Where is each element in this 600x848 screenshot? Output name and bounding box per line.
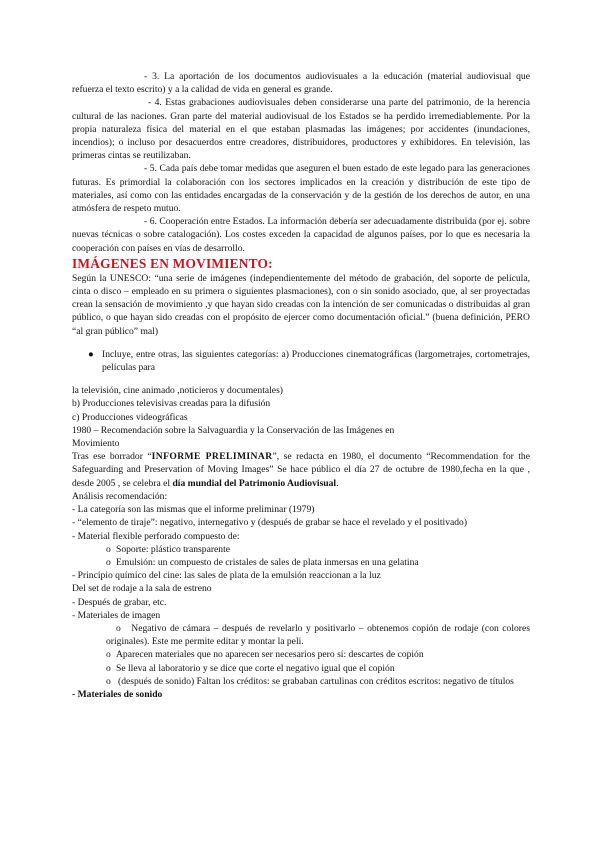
sub-item-text: o Negativo de cámara – después de revelarlo y positivarlo – obtenemos copión de rodaje (con colores originales). Este me permite editar y montar la peli.: [106, 622, 530, 648]
sub-item-text: Soporte: plástico transparente: [116, 543, 231, 555]
circle-bullet-icon: o: [116, 622, 121, 634]
section-heading: IMÁGENES EN MOVIMIENTO:: [72, 255, 273, 271]
list-item: [72, 348, 530, 374]
document-page: [72, 70, 530, 701]
categories-intro: Incluye, entre otras, las siguientes categorías: a) Producciones cinematográficas (largometrajes, cortometrajes, películas para: [102, 348, 530, 374]
list-item: [72, 675, 530, 688]
list-item: [72, 622, 530, 648]
informe-bold-day: día mundial del Patrimonio Audiovisual: [172, 477, 337, 489]
sub-item-text: Se lleva al laboratorio y se dice que corte el negativo igual que el copión: [116, 662, 395, 674]
category-b: b) Producciones televisivas creadas para la difusión: [72, 398, 271, 410]
informe-paragraph: [72, 450, 530, 490]
paragraph-point-3: - 3. La aportación de los documentos audiovisuales a la educación (material audiovisual que refuerza el texto escrito) y a la calidad de vida en general es grande.: [72, 71, 530, 96]
unesco-definition: Según la UNESCO: “una serie de imágenes (independientemente del método de grabación, del soporte de película, cinta o disco – empleado en su primera o siguientes plasmaciones), con o sin sonido asociado, que, al ser proyectadas crean la sensación de movimiento ,y que hayan sido creadas con la intención de ser comunicadas o distribuidas al gran público, o que hayan sido creadas con el propósito de ejercer como documentación oficial.” (buena definición, PERO “al gran público” mal): [72, 272, 530, 337]
list-item: [72, 543, 530, 556]
sub-item-text: o (después de sonido) Faltan los créditos: se grababan cartulinas con créditos escritos: negativo de títulos: [106, 675, 514, 687]
tail-item: Del set de rodaje a la sala de estreno: [72, 583, 212, 595]
circle-bullet-icon: o: [106, 543, 111, 555]
category-a-continued: la televisión, cine animado ,noticieros y documentales): [72, 385, 283, 397]
recommendation-title: 1980 – Recomendación sobre la Salvaguardia y la Conservación de las Imágenes en Movimiento: [72, 424, 395, 450]
list-item: [72, 556, 530, 569]
analysis-heading: Análisis recomendación:: [72, 490, 168, 502]
sub-item-text: Emulsión: un compuesto de cristales de sales de plata inmersas en una gelatina: [116, 556, 419, 568]
informe-post: .: [336, 477, 339, 489]
informe-pre: Tras ese borrador “: [72, 451, 152, 463]
informe-mid: ”, se redacta en 1980, el documento “Recommendation for the Safeguarding and Preservation of Moving Images” Se hace público el día 27 de octubre de 1980,fecha en la que , desde 2005 , se celebra el: [72, 451, 530, 489]
circle-bullet-icon: o: [106, 675, 111, 687]
paragraph-point-5: - 5. Cada país debe tomar medidas que aseguren el buen estado de este legado para las generaciones futuras. Es primordial la colaboración con los sectores implicados en la creación y distribución de este tipo de materiales, así como con las entidades encargadas de la conservación y de la gestión de los derechos de autor, en una atmósfera de respeto mutuo.: [72, 163, 530, 215]
circle-bullet-icon: o: [106, 662, 111, 674]
circle-bullet-icon: o: [106, 556, 111, 568]
tail-item: - Principio químico del cine: las sales de plata de la emulsión reaccionan a la luz: [72, 570, 381, 582]
paragraph-point-4: - 4. Estas grabaciones audiovisuales deben considerarse una parte del patrimonio, de la herencia cultural de las naciones. Gran parte del material audiovisual de los Estados se ha perdido irremediablemente. Por la propia naturaleza física del material en el que estaban plasmadas las imágenes; por accidentes (inundaciones, incendios); o incluso por desacuerdos entre creadores, distribuidores, productores y exhibidores. En televisión, las primeras cintas se reutilizaban.: [72, 97, 530, 162]
analysis-item: - Material flexible perforado compuesto de:: [72, 530, 240, 542]
list-item: [72, 648, 530, 661]
paragraph-point-6: - 6. Cooperación entre Estados. La información debería ser adecuadamente distribuida (por ej. sobre nuevas técnicas o sobre catalogación). Los costes exceden la capacidad de algunos países, por lo que es necesaria la cooperación con países en vías de desarrollo.: [72, 216, 530, 254]
sound-materials-heading: - Materiales de sonido: [72, 688, 163, 700]
circle-bullet-icon: o: [106, 649, 111, 661]
category-c: c) Producciones videográficas: [72, 411, 188, 423]
bullet-icon: ●: [88, 348, 94, 360]
informe-bold-title: INFORME PRELIMINAR: [151, 451, 273, 463]
analysis-item: - La categoría son las mismas que el informe preliminar (1979): [72, 504, 315, 516]
analysis-item: - “elemento de tiraje”: negativo, internegativo y (después de grabar se hace el revelado y el positivado): [72, 517, 468, 529]
tail-item: - Materiales de imagen: [72, 609, 161, 621]
sub-item-text: Aparecen materiales que no aparecen ser necesarios pero sí: descartes de copión: [116, 649, 424, 661]
tail-item: - Después de grabar, etc.: [72, 596, 167, 608]
list-item: [72, 662, 530, 675]
